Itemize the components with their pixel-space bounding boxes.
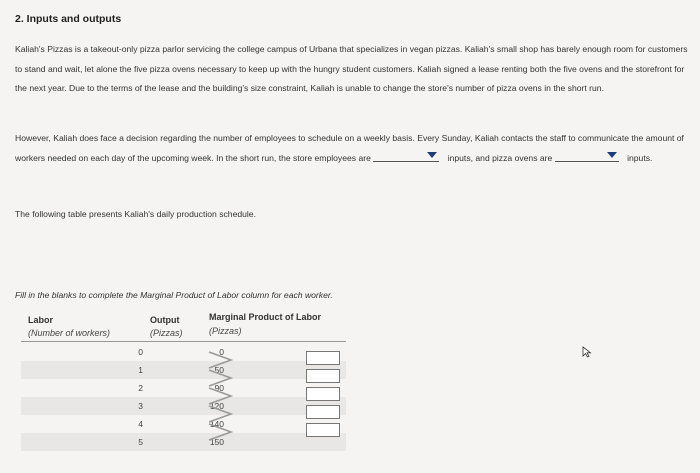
table-row xyxy=(21,433,346,451)
labor-cell: 5 xyxy=(138,437,143,447)
chevron-right-icon xyxy=(207,350,235,450)
decision-text-middle: inputs, and pizza ovens are xyxy=(447,152,553,163)
labor-cell: 1 xyxy=(138,365,143,375)
output-cell: 150 xyxy=(209,437,224,447)
decision-text-before: However, Kaliah does face a decision regarding the number of employees to schedule on a weekly basis. Every Sunday, Kaliah contacts the staff to communicate the amount of workers needed on each day of the upcoming week. In the short run, the store employees are xyxy=(15,133,684,163)
mpl-header: Marginal Product of Labor xyxy=(209,312,322,322)
labor-cell: 3 xyxy=(138,401,143,411)
labor-cell: 4 xyxy=(138,419,143,429)
table-intro: The following table presents Kaliah's daily production schedule. xyxy=(15,209,256,219)
caret-down-icon xyxy=(607,152,617,158)
table-row xyxy=(21,343,346,361)
intro-paragraph: Kaliah's Pizzas is a takeout-only pizza parlor servicing the college campus of Urbana that specializes in vegan pizzas. Kaliah's small shop has barely enough room for customers to stand and wait, let alone the five pizza ovens necessary to keep up with the hungry student customers. Kaliah signed a lease renting both the five ovens and the storefront for the next year. Due to the terms of the lease and the building's size constraint, Kaliah is unable to change the store's number of pizza ovens in the short run. xyxy=(15,44,688,93)
mpl-input-1[interactable] xyxy=(306,351,340,365)
decision-text-after: inputs. xyxy=(627,152,653,163)
ovens-input-type-dropdown[interactable] xyxy=(555,151,619,162)
labor-header: Labor xyxy=(28,315,54,325)
output-cell: 90 xyxy=(214,383,224,393)
table-row xyxy=(21,397,346,415)
instruction-text: Fill in the blanks to complete the Marginal Product of Labor column for each worker. xyxy=(15,290,333,300)
mpl-input-3[interactable] xyxy=(306,387,340,401)
header-rule xyxy=(21,341,346,342)
mpl-input-2[interactable] xyxy=(306,369,340,383)
mpl-input-5[interactable] xyxy=(306,423,340,437)
table-row xyxy=(21,361,346,379)
output-cell: 50 xyxy=(214,365,224,375)
mpl-input-4[interactable] xyxy=(306,405,340,419)
output-cell: 120 xyxy=(209,401,224,411)
output-header: Output xyxy=(150,315,180,325)
employees-input-type-dropdown[interactable] xyxy=(373,151,439,162)
labor-subheader: (Number of workers) xyxy=(28,328,111,338)
output-cell: 140 xyxy=(209,419,224,429)
table-row xyxy=(21,415,346,433)
section-heading: 2. Inputs and outputs xyxy=(15,13,122,25)
labor-cell: 2 xyxy=(138,383,143,393)
output-subheader: (Pizzas) xyxy=(150,328,183,338)
labor-cell: 0 xyxy=(138,347,143,357)
mpl-subheader: (Pizzas) xyxy=(209,326,242,336)
table-row xyxy=(21,379,346,397)
decision-paragraph xyxy=(15,129,693,168)
mouse-pointer-icon xyxy=(582,346,592,358)
caret-down-icon xyxy=(427,152,437,158)
output-cell: 0 xyxy=(219,347,224,357)
